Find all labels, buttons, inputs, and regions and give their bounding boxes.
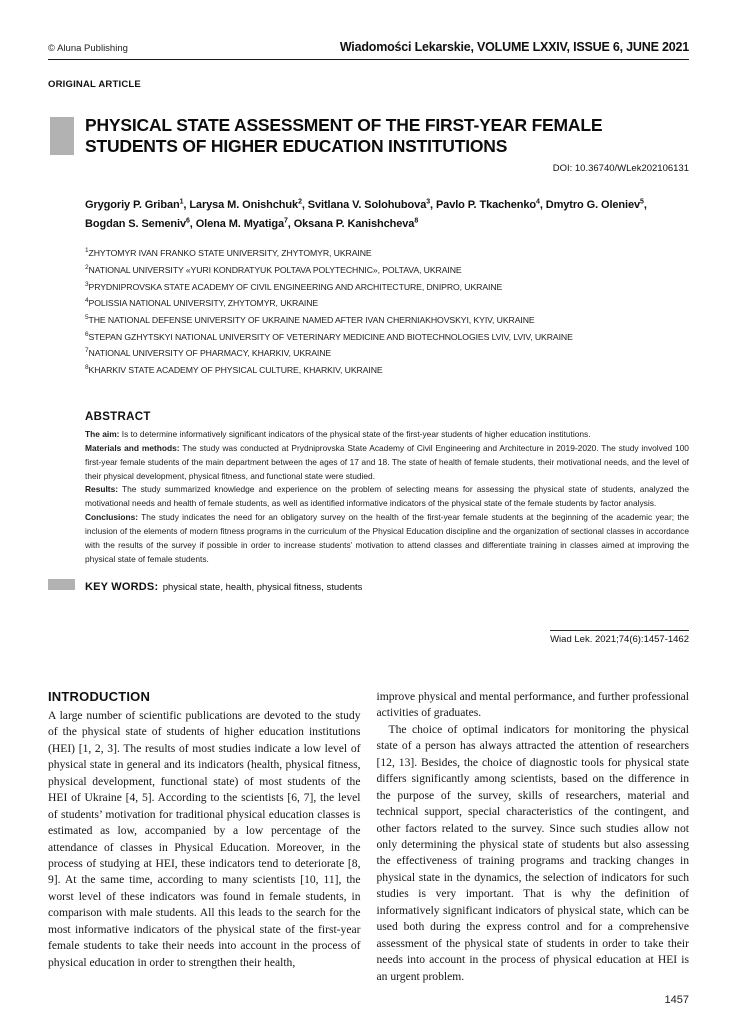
introduction-paragraph-2: The choice of optimal indicators for monitoring the physical state of a person has always attracted the attention of researchers [12, 13]. Besides, the choice of diagnostic tools for physical state differs significantly among scientists, based on the difference in the purpose of the survey, skills of researchers, material and technical support, special characteristics of the contingent, and other factors related to the survey. Since such studies allow not only determining the physical state of students but also assessing the effectiveness of training programs and tracking changes in physical state in the dynamics, the selection of indicators for such studies is very important. That is why the definition of informatively significant indicators of physical state, which can be used both during the express control and for a comprehensive assessment of the physical state of students in order to take their needs into account in the process of physical education at HEI is an urgent problem. bbox=[376, 722, 689, 983]
abstract-section bbox=[85, 411, 689, 567]
page-number: 1457 bbox=[664, 994, 689, 1006]
affiliation-line: $^2$NATIONAL UNIVERSITY «YURI KONDRATYUK POLTAVA POLYTECHNIC», POLTAVA, UKRAINE bbox=[85, 264, 462, 275]
abstract-conclusions: Conclusions: The study indicates the need for an obligatory survey on the health of the first-year female students at the beginning of the academic year; the inclusion of the elements of modern fitness programs in the curriculum of the Physical Education discipline and the organization of sectional classes in accordance with the results of the survey if possible in order to increase students’ motivation to attend classes and differentiate training in classes aimed at improving the physical state of female students. bbox=[85, 512, 689, 564]
author-name: Olena M. Myatiga$^7$ , bbox=[196, 218, 294, 230]
author-name: Pavlo P. Tkachenko$^4$ , bbox=[436, 199, 546, 211]
affiliation-line: $^8$KHARKIV STATE ACADEMY OF PHYSICAL CULTURE, KHARKIV, UKRAINE bbox=[85, 364, 383, 376]
right-column bbox=[377, 689, 690, 985]
article-body bbox=[48, 689, 689, 985]
author-name: Bogdan S. Semeniv$^6$ , bbox=[85, 218, 196, 230]
introduction-continuation: improve physical and mental performance, and further professional activities of graduates. bbox=[376, 689, 689, 720]
authors-line bbox=[85, 194, 689, 232]
page-header bbox=[48, 40, 689, 60]
article-type-label: ORIGINAL ARTICLE bbox=[48, 79, 141, 90]
publisher-credit: © Aluna Publishing bbox=[48, 43, 128, 54]
keywords-accent-square bbox=[48, 579, 75, 590]
left-column bbox=[48, 689, 361, 985]
author-name: Dmytro G. Oleniev$^5$ , bbox=[546, 199, 647, 211]
author-name: Grygoriy P. Griban$^1$ , bbox=[85, 199, 189, 211]
abstract-heading: ABSTRACT bbox=[85, 410, 151, 423]
affiliations-list bbox=[85, 244, 689, 378]
affiliation-line: $^7$NATIONAL UNIVERSITY OF PHARMACY, KHARKIV, UKRAINE bbox=[85, 347, 332, 359]
introduction-paragraph: A large number of scientific publications are devoted to the study of the physical state of students of higher education institutions (HEI) [1, 2, 3]. The results of most studies indicate a low level of physical state in general and its indicators (health, physical fitness, physical development, functional state) of most students of the HEI of Ukraine [4, 5]. According to the scientists [6, 7], the level of students’ motivation for traditional physical education classes is estimated as low, accompanied by a low percentage of the attendance of classes in Physical Education. Moreover, in the process of studying at HEI, these indicators tend to deteriorate [8, 9]. At the same time, according to many scientists [10, 11], the worst level of these indicators was found in female students, in comparison with male students. All this leads to the search for the most informative indicators of the physical state of the first-year female students to take their needs into account in the process of physical education in order to strengthen their health, bbox=[48, 708, 361, 969]
title-block bbox=[48, 115, 689, 174]
article-title: PHYSICAL STATE ASSESSMENT OF THE FIRST-YEAR FEMALE STUDENTS OF HIGHER EDUCATION INSTITUTIONS bbox=[85, 115, 603, 156]
title-accent-square bbox=[50, 117, 74, 155]
citation-text: Wiad Lek. 2021;74(6):1457-1462 bbox=[550, 630, 689, 645]
citation-block bbox=[48, 629, 689, 647]
affiliation-line: $^1$ZHYTOMYR IVAN FRANKO STATE UNIVERSITY, ZHYTOMYR, UKRAINE bbox=[85, 247, 372, 259]
affiliation-line: $^4$POLISSIA NATIONAL UNIVERSITY, ZHYTOMYR, UKRAINE bbox=[85, 297, 319, 309]
abstract-body bbox=[85, 428, 689, 567]
affiliation-line: $^3$PRYDNIPROVSKA STATE ACADEMY OF CIVIL ENGINEERING AND ARCHITECTURE, DNIPRO, UKRAINE bbox=[85, 280, 503, 292]
keywords-label: KEY WORDS: bbox=[85, 580, 159, 593]
introduction-heading: INTRODUCTION bbox=[48, 688, 151, 704]
author-name: Larysa M. Onishchuk$^2$ , bbox=[189, 199, 307, 211]
abstract-materials-methods: Materials and methods: The study was conducted at Prydniprovska State Academy of Civil Engineering and Architecture in 2019-2020. The study involved 100 first-year female students of the main department between the ages of 17 and 18. The state of health of female students, their motivational needs, and the level of their physical development, physical fitness, and functional state were studied. bbox=[85, 442, 689, 481]
abstract-aim: The aim: Is to determine informatively significant indicators of the physical state of the first-year students of higher education institutions. bbox=[85, 428, 591, 439]
doi-label: DOI: 10.36740/WLek202106131 bbox=[552, 163, 689, 174]
author-name: Svitlana V. Solohubova$^3$ , bbox=[308, 199, 436, 211]
affiliation-line: $^6$STEPAN GZHYTSKYI NATIONAL UNIVERSITY OF VETERINARY MEDICINE AND BIOTECHNOLOGIES LVIV, LVIV, UKRAINE bbox=[85, 330, 573, 342]
journal-masthead: Wiadomości Lekarskie, VOLUME LXXIV, ISSUE 6, JUNE 2021 bbox=[339, 40, 689, 54]
keywords-text: physical state, health, physical fitness, students bbox=[162, 581, 363, 593]
keywords-row bbox=[48, 577, 689, 595]
affiliation-line: $^5$THE NATIONAL DEFENSE UNIVERSITY OF UKRAINE NAMED AFTER IVAN CHERNIAKHOVSKYI, KYIV, UKRAINE bbox=[85, 314, 535, 325]
abstract-results: Results: The study summarized knowledge and experience on the problem of selecting means for assessing the physical state of students, analyzed the motivational needs and health of female students, as well as identified informative indicators of the physical state of the female students by factor analysis. bbox=[85, 484, 689, 509]
author-name: Oksana P. Kanishcheva$^8$ bbox=[293, 217, 419, 230]
